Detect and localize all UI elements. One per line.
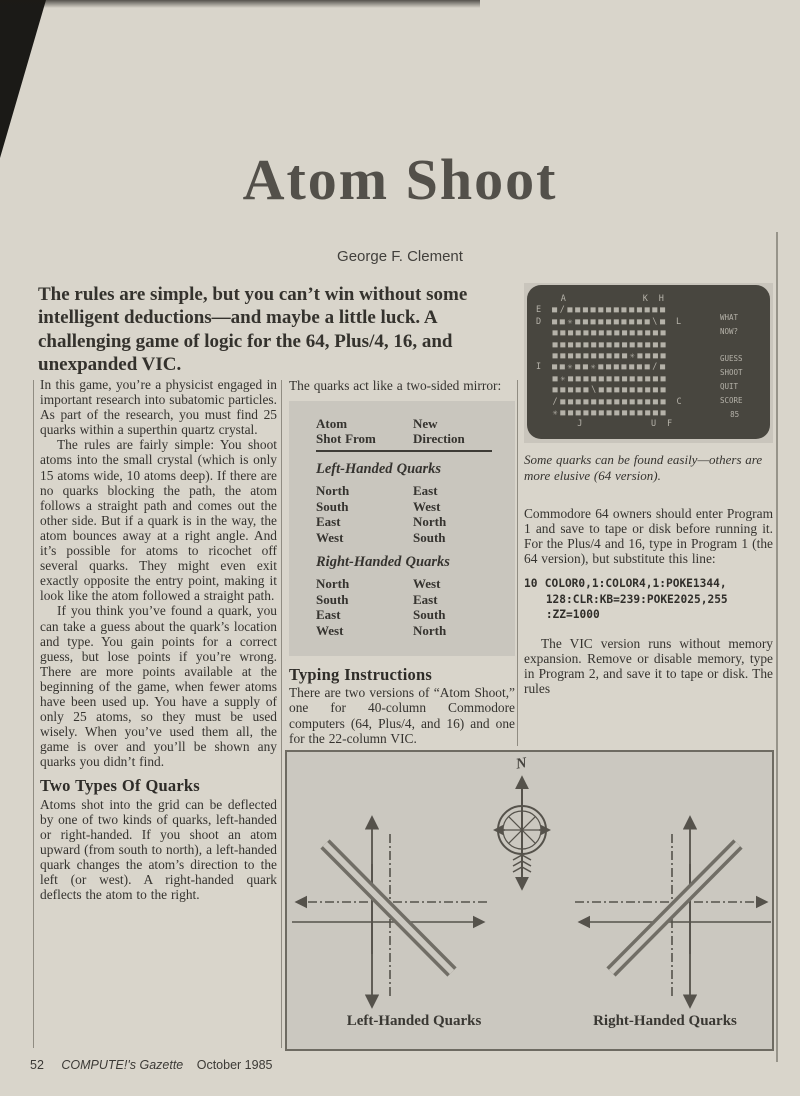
game-screenshot-photo [524, 283, 773, 443]
grid-row: ■■■■■■■■■■■■■■■ [536, 328, 685, 339]
grid-row: ■■■■■■■■■■■■■■■ [536, 339, 685, 350]
article-column-left [40, 377, 277, 902]
section-title: Left-Handed Quarks [316, 461, 441, 478]
table-section-left-handed [316, 462, 507, 545]
grid-row: A K H [536, 294, 692, 304]
paragraph: The VIC version runs without memory expansion. Remove or disable memory, type in Program 2, and save it to tape or disk. The rules [524, 635, 773, 697]
menu-line [720, 339, 766, 353]
grid-row: I ■■✳■■✳■■■■■■■/■ [536, 362, 685, 373]
table-section-right-handed [316, 555, 507, 638]
grid-row: D ■■✳■■■■■■■■■■\■ L [536, 316, 684, 327]
svg-text:N: N [514, 755, 529, 773]
grid-row: E ■/■■■■■■■■■■■■■ [536, 305, 685, 316]
page-number: 52 [30, 1058, 44, 1072]
table-row: South East [316, 591, 438, 607]
mirror-table [289, 401, 515, 656]
table-row: East South [316, 607, 446, 623]
code-line: 10 COLOR0,1:COLOR4,1:POKE1344, [524, 577, 727, 591]
column-rule-left [33, 380, 34, 1048]
article-byline: George F. Clement [337, 248, 463, 265]
column-rule-middle [281, 380, 282, 1048]
grid-row: ✳■■■■■■■■■■■■■■ [536, 408, 685, 419]
menu-line: GUESS [720, 354, 743, 364]
scan-top-shadow [0, 0, 480, 8]
menu-line: WHAT [720, 313, 739, 322]
table-row: East North [316, 514, 447, 530]
paragraph: There are two versions of “Atom Shoot,” one for 40-column Commodore computers (64, Plus/4, and 16) and one for the 22-column VIC. [289, 685, 515, 746]
menu-line: 85 [720, 409, 740, 419]
left-mirror-group [292, 818, 487, 1006]
section-title: Right-Handed Quarks [316, 554, 450, 571]
section-heading-typing-instructions: Typing Instructions [289, 665, 432, 685]
paragraph: If you think you’ve found a quark, you can take a guess about the quark’s location and type. You gain points for a correct guess, but lose points if you’re wrong. There are more points available at the beginning of the game, when fewer atoms have been used up. You have a supply of only 25 atoms, so they must be used wisely. When you’ve used them all, the game is over and you’ll be shown any quarks you didn’t find. [40, 603, 277, 770]
table-row: West South [316, 529, 446, 545]
grid-row: /■■■■■■■■■■■■■■ C [536, 396, 685, 407]
menu-line: QUIT [720, 381, 739, 391]
paragraph: Commodore 64 owners should enter Program 1 and save to tape or disk before running it. For the Plus/4 and 16, type in Program 1 (the 64 version), but substitute this line: [524, 506, 773, 567]
basic-code-listing [524, 576, 773, 623]
table-row: West North [316, 622, 447, 638]
c64-screen [527, 285, 770, 439]
atom-grid [536, 294, 691, 431]
right-mirror-group [575, 818, 771, 1006]
article-column-right [524, 283, 773, 696]
code-line: :ZZ=1000 [524, 608, 600, 622]
scan-page-edge [776, 232, 778, 1062]
mirror-intro: The quarks act like a two-sided mirror: [289, 378, 502, 393]
photo-caption: Some quarks can be found easily—others are more elusive (64 version). [524, 452, 763, 483]
grid-row: J U F [536, 419, 692, 430]
scan-corner-shadow [0, 0, 46, 158]
header-new-direction: New Direction [413, 416, 465, 447]
menu-line: SCORE [720, 395, 743, 405]
article-title: Atom Shoot [242, 147, 558, 212]
mirror-deflection-graphic [287, 804, 776, 1014]
magazine-name: COMPUTE!'s Gazette [61, 1058, 184, 1072]
grid-row: ■✳■■■■■■■■■■■■■ [536, 373, 685, 384]
code-line: 128:CLR:KB=239:POKE2025,255 [524, 592, 728, 606]
right-handed-quarks-label: Right-Handed Quarks [593, 1013, 737, 1029]
header-atom-shot-from: Atom Shot From [316, 416, 376, 447]
game-menu-text [720, 311, 766, 421]
table-row: North East [316, 483, 438, 499]
quark-mirror-diagram [285, 750, 774, 1051]
article-deck: The rules are simple, but you can’t win without some intelligent deductions—and maybe a little luck. A challenging game of logic for the 64, Plus/4, 16, and unexpanded VIC. [38, 284, 468, 376]
grid-row: ■■■■■■■■■■✳■■■■ [536, 351, 685, 362]
menu-line: NOW? [720, 326, 739, 336]
column-rule-right [517, 380, 518, 746]
table-row: South West [316, 498, 441, 514]
table-row: North West [316, 576, 441, 592]
paragraph: The rules are fairly simple: You shoot atoms into the small crystal (which is only 15 atoms wide, 10 atoms deep). If there are no quarks blocking the path, the atom follows a straight path and comes out the other side. But if a quark is in the way, the atom bounces away at a right angle. And it’s possible for atoms to ricochet off several quarks. They might even exit exactly opposite the entry point, making it look like the atom followed a straight path. [40, 437, 277, 604]
paragraph: Atoms shot into the grid can be deflected by one of two kinds of quarks, left-handed or right-handed. If you shoot an atom upward (from south to north), a left-handed quark changes the atom’s direction to the left (or west). A right-handed quark deflects the atom to the right. [40, 796, 277, 903]
paragraph: In this game, you’re a physicist engaged in important research into subatomic particles. As part of the research, you must find 25 quarks within a superthin quartz crystal. [40, 377, 277, 438]
issue-date: October 1985 [196, 1058, 273, 1072]
section-heading-two-types: Two Types Of Quarks [40, 776, 200, 796]
grid-row: ■■■■■\■■■■■■■■■ [536, 385, 685, 396]
article-column-middle [289, 378, 515, 746]
left-handed-quarks-label: Left-Handed Quarks [346, 1013, 482, 1029]
page-footer [30, 1058, 272, 1072]
menu-line: SHOOT [720, 368, 743, 378]
mirror-table-header [316, 416, 492, 452]
